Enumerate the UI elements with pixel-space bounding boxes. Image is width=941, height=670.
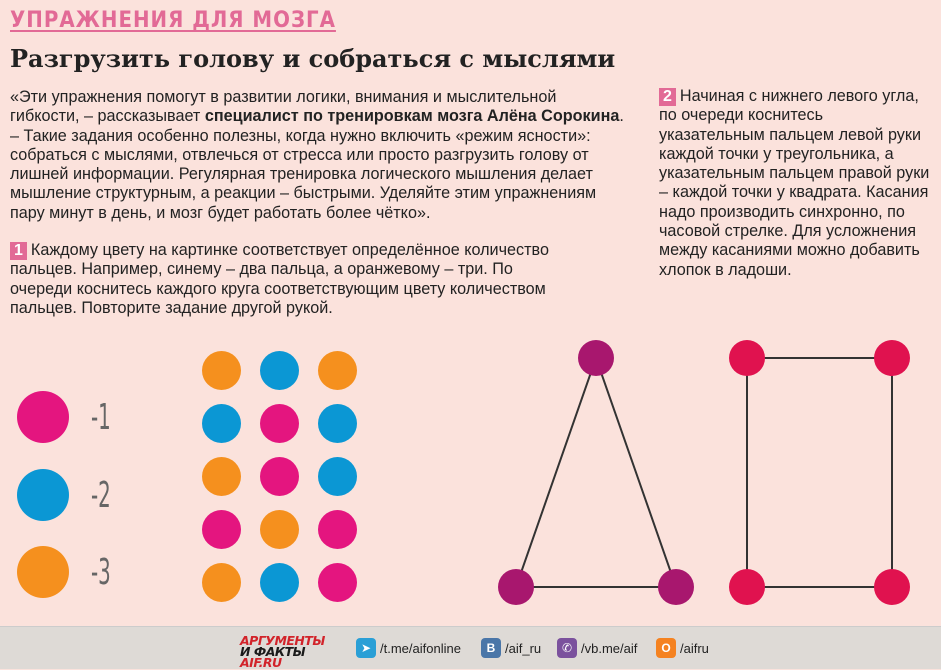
- social-vk[interactable]: В /aif_ru: [481, 638, 541, 658]
- social-ok[interactable]: О /aifru: [656, 638, 709, 658]
- square-outline: [747, 358, 892, 587]
- intro-expert: специалист по тренировкам мозга Алёна Сорокина: [204, 107, 620, 126]
- page-title: Разгрузить голову и собраться с мыслями: [10, 44, 616, 73]
- square-point-bottom-right: [874, 569, 910, 605]
- square-point-top-right: [874, 340, 910, 376]
- triangle-point-bottom-right: [658, 569, 694, 605]
- social-telegram[interactable]: ➤ /t.me/aifonline: [356, 638, 461, 658]
- triangle-outline: [516, 358, 676, 587]
- aif-logo[interactable]: АРГУМЕНТЫ И ФАКТЫ AIF.RU: [240, 633, 325, 670]
- footer: [0, 626, 941, 669]
- viber-icon: ✆: [557, 638, 577, 658]
- vk-icon: В: [481, 638, 501, 658]
- ok-icon: О: [656, 638, 676, 658]
- telegram-icon: ➤: [356, 638, 376, 658]
- intro-text: «Эти упражнения помогут в развитии логики, внимания и мыслительной гибкости, – рассказывает специалист по тренировкам мозга Алёна Сорокина. – Такие задания особенно полезны, когда нужно включить «режим ясности»: собраться с мыслями, отвлечься от стресса или просто разгрузить голову от лишней информации. Регулярная тренировка логического мышления делает мышление структурным, а реакции – быстрыми. Уделяйте этим упражнениям пару минут в день, и мозг будет работать более чётко».: [10, 88, 624, 222]
- square-figure: [729, 340, 910, 605]
- task-1-text: Каждому цвету на картинке соответствует определённое количество пальцев. Например, синему – два пальца, а оранжевому – три. По очереди коснитесь каждого круга соответствующим цвету количеством пальцев. Повторите задание другой рукой.: [10, 241, 549, 317]
- section-header: УПРАЖНЕНИЯ ДЛЯ МОЗГА: [10, 8, 336, 33]
- legend-label: -2: [91, 474, 111, 516]
- legend-label: -1: [91, 396, 111, 438]
- task-number-badge: 1: [10, 242, 27, 260]
- square-point-bottom-left: [729, 569, 765, 605]
- triangle-point-top: [578, 340, 614, 376]
- triangle-point-bottom-left: [498, 569, 534, 605]
- task-2-text: Начиная с нижнего левого угла, по очереди коснитесь указательным пальцем левой руки каждой точки у треугольника, а указательным пальцем правой руки – каждой точки у квадрата. Касания надо производить синхронно, по часовой стрелке. Для усложнения между касаниями можно добавить хлопок в ладоши.: [659, 87, 930, 279]
- triangle-figure: [498, 340, 694, 605]
- square-point-top-left: [729, 340, 765, 376]
- legend-label: -3: [91, 551, 111, 593]
- task-number-badge: 2: [659, 88, 676, 106]
- social-viber[interactable]: ✆ /vb.me/aif: [557, 638, 637, 658]
